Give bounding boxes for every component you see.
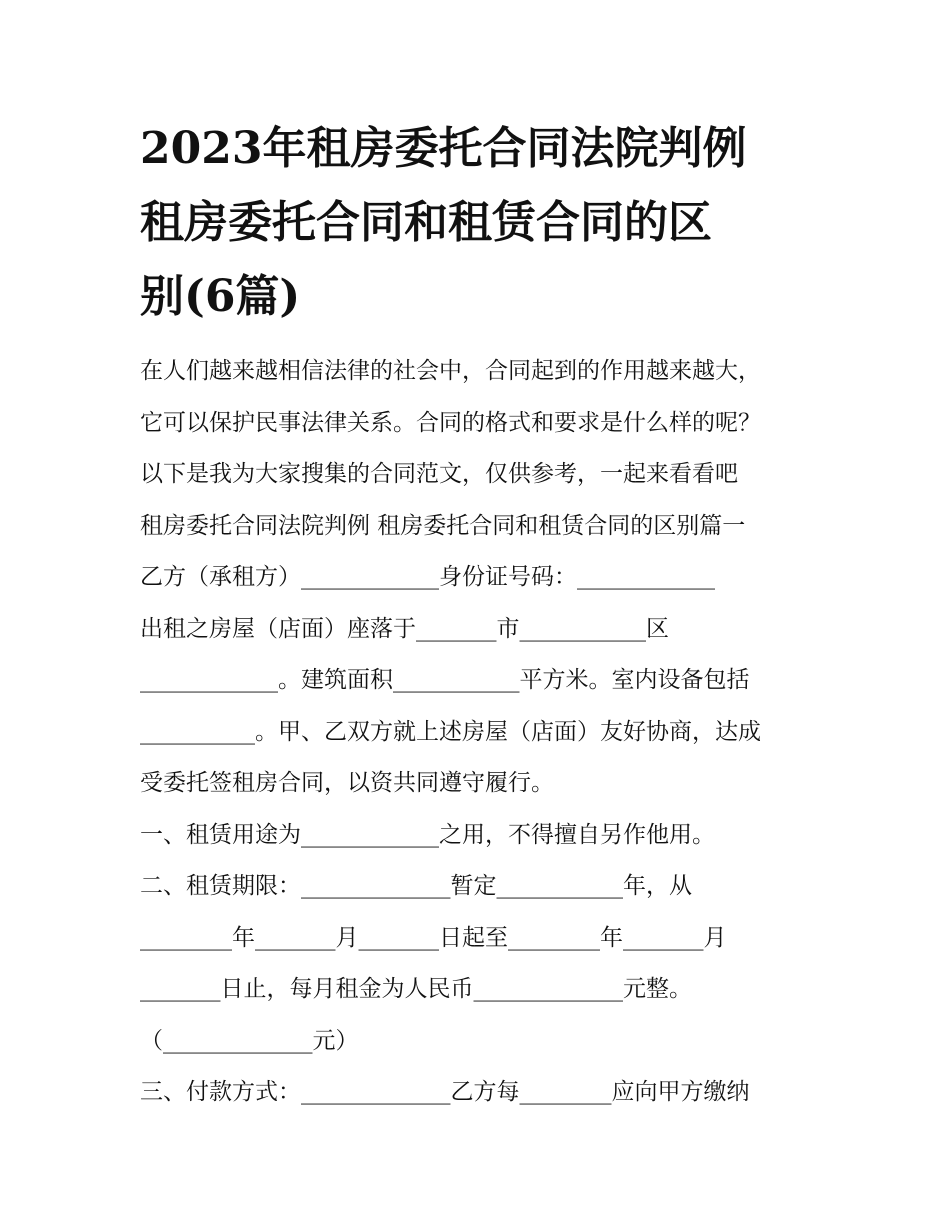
document-title: [140, 112, 820, 334]
body-line: __________。甲、乙双方就上述房屋（店面）友好协商，达成: [140, 718, 761, 745]
body-line: ________年_______月_______日起至________年_______月: [140, 924, 727, 951]
body-line: 租房委托合同法院判例 租房委托合同和租赁合同的区别篇一: [140, 512, 746, 539]
body-line: 一、租赁用途为____________之用，不得擅自另作他用。: [140, 821, 715, 848]
document-page: [140, 112, 820, 1119]
body-line: 它可以保护民事法律关系。合同的格式和要求是什么样的呢？: [140, 409, 761, 436]
body-line: 受委托签租房合同，以资共同遵守履行。: [140, 770, 554, 796]
body-line: ____________。建筑面积___________平方米。室内设备包括: [140, 667, 750, 693]
body-line: 出租之房屋（店面）座落于_______市___________区: [140, 615, 669, 642]
body-line: 二、租赁期限：_____________暂定___________年，从: [140, 873, 692, 899]
title-line-1: 2023年租房委托合同法院判例: [140, 123, 747, 174]
body-line: （_____________元）: [140, 1027, 359, 1054]
body-line: 以下是我为大家搜集的合同范文，仅供参考，一起来看看吧: [140, 461, 738, 487]
body-line: 乙方（承租方）____________身份证号码：____________: [140, 564, 715, 590]
document-body: [140, 346, 820, 1119]
body-line: 在人们越来越相信法律的社会中，合同起到的作用越来越大，: [140, 358, 761, 384]
title-line-3: 别(6篇): [140, 271, 301, 322]
body-line: 三、付款方式：_____________乙方每________应向甲方缴纳: [140, 1079, 750, 1105]
body-line: _______日止，每月租金为人民币_____________元整。: [140, 976, 692, 1002]
title-line-2: 租房委托合同和租赁合同的区: [140, 197, 712, 248]
